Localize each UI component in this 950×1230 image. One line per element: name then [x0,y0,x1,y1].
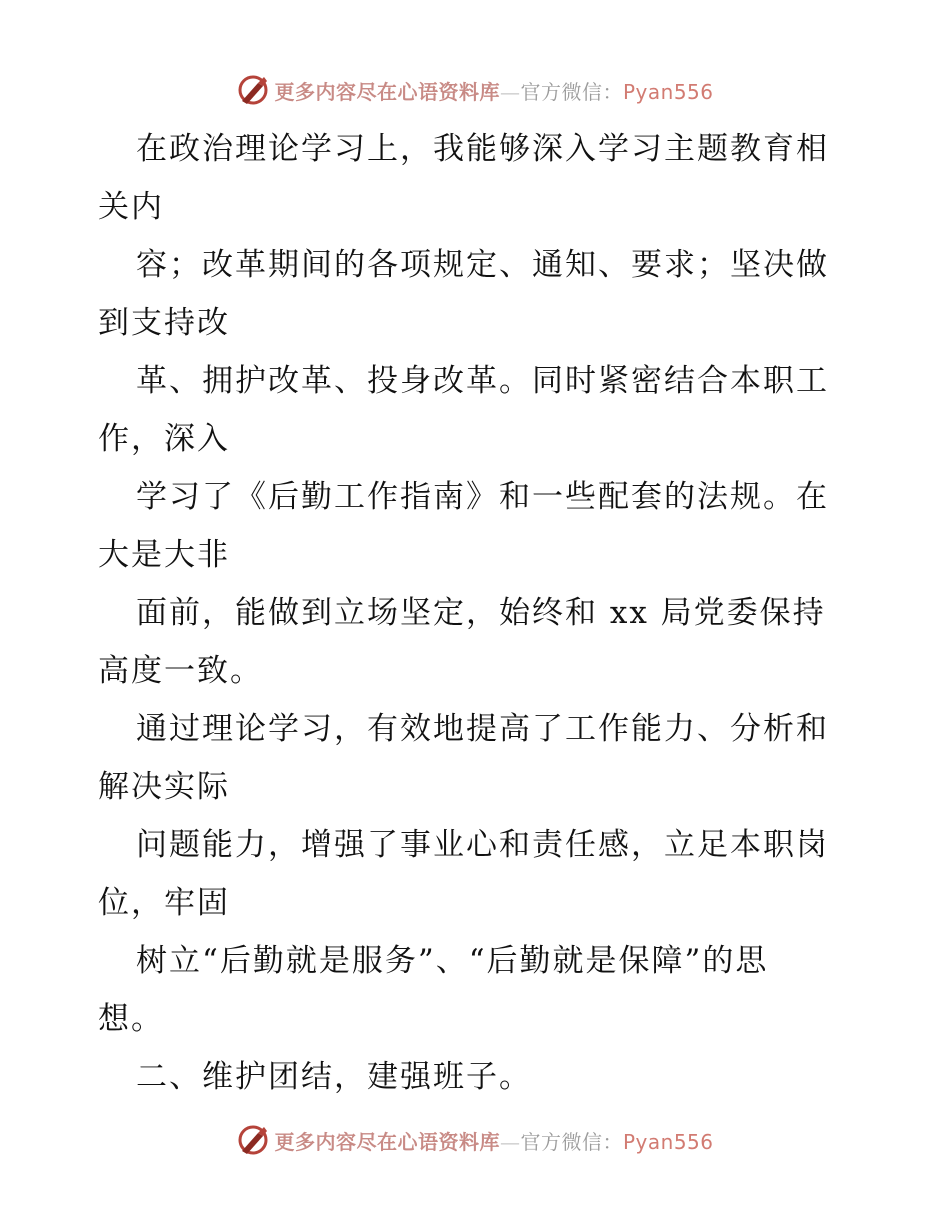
header-dash: — [499,79,521,104]
footer-site-text: 更多内容尽在心语资料库 [274,1129,500,1154]
text-line: 学习了《后勤工作指南》和一些配套的法规。在 [136,479,829,515]
footer-official-label: 官方微信： [520,1129,623,1154]
footer-banner-text [274,1126,713,1155]
text-line: 作，深入 [98,421,230,457]
text-line: 通过理论学习，有效地提高了工作能力、分析和 [136,711,829,747]
text-line: 高度一致。 [98,653,263,689]
pen-logo-icon [236,1123,270,1157]
header-official-label: 官方微信： [520,79,623,104]
text-line: 面前，能做到立场坚定，始终和 xx 局党委保持 [136,595,826,631]
text-line: 解决实际 [98,769,230,805]
header-banner [0,70,950,110]
text-line: 位，牢固 [98,885,230,921]
text-line: 容；改革期间的各项规定、通知、要求；坚决做 [136,247,829,283]
header-banner-text [274,76,713,105]
text-line: 问题能力，增强了事业心和责任感，立足本职岗 [136,827,829,863]
section-heading: 二、维护团结，建强班子。 [136,1059,532,1095]
header-site-text: 更多内容尽在心语资料库 [274,79,500,104]
text-line: 在政治理论学习上，我能够深入学习主题教育相 [136,131,829,167]
document-body [98,120,858,1106]
text-line: 革、拥护改革、投身改革。同时紧密结合本职工 [136,363,829,399]
text-line: 想。 [98,1001,164,1037]
text-line: 到支持改 [98,305,230,341]
text-line: 关内 [98,189,164,225]
text-line: 树立“后勤就是服务”、“后勤就是保障”的思 [136,943,769,979]
footer-wechat-id: Pyan556 [622,1129,714,1154]
text-line: 大是大非 [98,537,230,573]
footer-dash: — [499,1129,521,1154]
header-wechat-id: Pyan556 [622,79,714,104]
footer-banner [0,1120,950,1160]
pen-logo-icon [236,73,270,107]
